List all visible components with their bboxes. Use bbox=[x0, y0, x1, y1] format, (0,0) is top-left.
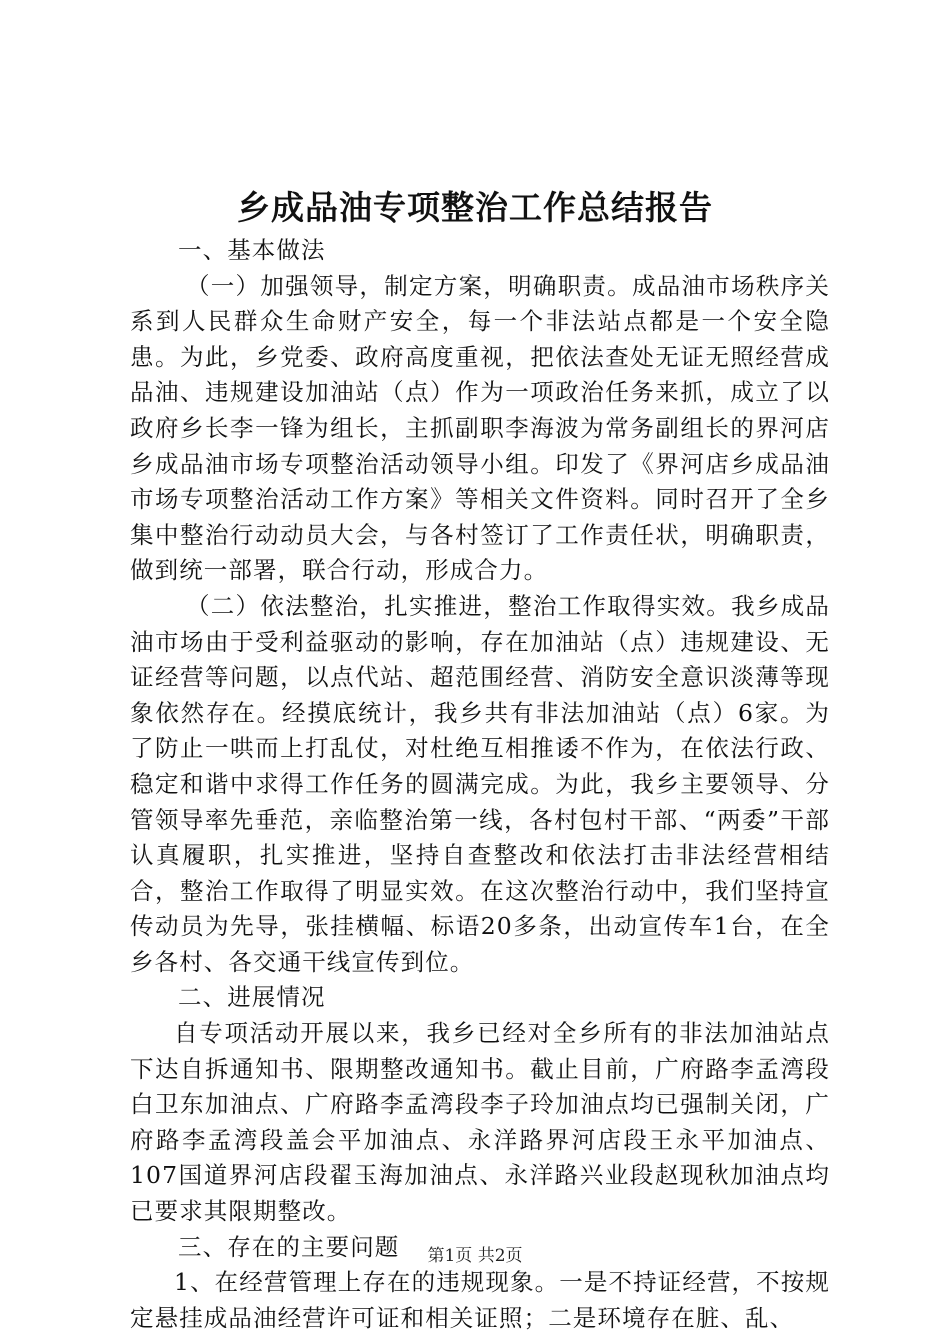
section-heading-problems: 三、存在的主要问题 bbox=[178, 1232, 400, 1261]
document-title: 乡成品油专项整治工作总结报告 bbox=[237, 188, 713, 227]
paragraph-progress: 自专项活动开展以来，我乡已经对全乡所有的非法加油站点下达自拆通知书、限期整改通知书。截止目前，广府路李孟湾段白卫东加油点、广府路李孟湾段李子玲加油点均已强制关闭，广府路李孟湾段盖会平加油点、永洋路界河店段王永平加油点、107国道界河店段翟玉海加油点、永洋路兴业段赵现秋加油点均已要求其限期整改。 bbox=[130, 1019, 830, 1226]
paragraph-leadership: （一）加强领导，制定方案，明确职责。成品油市场秩序关系到人民群众生命财产安全，每一个非法站点都是一个安全隐患。为此，乡党委、政府高度重视，把依法查处无证无照经营成品油、违规建设加油站（点）作为一项政治任务来抓，成立了以政府乡长李一锋为组长，主抓副职李海波为常务副组长的界河店乡成品油市场专项整治活动领导小组。印发了《界河店乡成品油市场专项整治活动工作方案》等相关文件资料。同时召开了全乡集中整治行动动员大会，与各村签订了工作责任状，明确职责，做到统一部署，联合行动，形成合力。 bbox=[130, 271, 830, 585]
page-number-footer: 第1页 共2页 bbox=[427, 1246, 523, 1266]
section-heading-progress: 二、进展情况 bbox=[178, 983, 326, 1012]
paragraph-problems: 1、在经营管理上存在的违规现象。一是不持证经营，不按规定悬挂成品油经营许可证和相关证照；二是环境存在脏、乱、 bbox=[130, 1268, 830, 1332]
section-heading-basic-practices: 一、基本做法 bbox=[178, 236, 326, 264]
paragraph-rectification: （二）依法整治，扎实推进，整治工作取得实效。我乡成品油市场由于受利益驱动的影响，存在加油站（点）违规建设、无证经营等问题，以点代站、超范围经营、消防安全意识淡薄等现象依然存在。经摸底统计，我乡共有非法加油站（点）6家。为了防止一哄而上打乱仗，对杜绝互相推诿不作为，在依法行政、稳定和谐中求得工作任务的圆满完成。为此，我乡主要领导、分管领导率先垂范，亲临整治第一线，各村包村干部、“两委”干部认真履职，扎实推进，坚持自查整改和依法打击非法经营相结合，整治工作取得了明显实效。在这次整治行动中，我们坚持宣传动员为先导，张挂横幅、标语20多条，出动宣传车1台，在全乡各村、各交通干线宣传到位。 bbox=[130, 591, 830, 976]
document-body bbox=[130, 233, 830, 1336]
